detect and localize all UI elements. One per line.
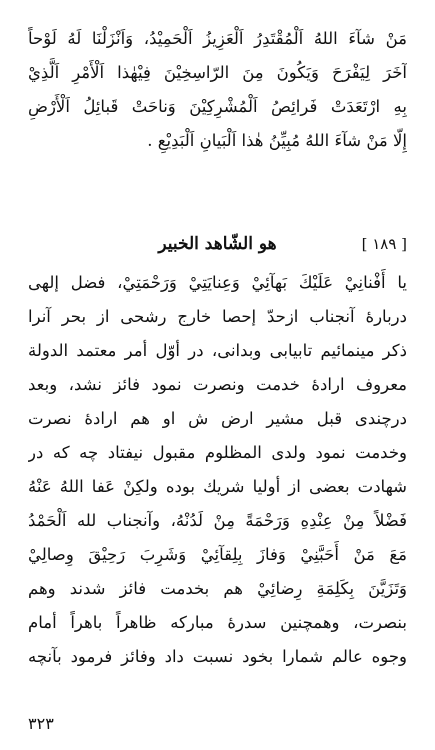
text-line: مَنْ شآءَ اللهُ اَلْمُقْتَدِرُ اَلْعَزِيزُ اَلْحَمِيْدُ، وَاَنْزَلْنَا لَهُ لَوْحاً <box>28 29 407 48</box>
text-line: ذكر مينمائيم تابيابى وبدانى، در أوّل أمر معتمد الدولة <box>28 341 407 360</box>
text-line: درچندى قبل مشير ارض ش او هم ارادهٔ نصرت <box>28 409 407 428</box>
text-line: وَتَزَيَّنَ بِكَلِمَةِ رِضائِيْ هم بخدمت فائز شدند وهم <box>28 579 407 598</box>
text-line: دربارهٔ آنجناب ازحدّ إحصا خارج رشحى از بحر آنرا <box>28 307 407 326</box>
text-line: معروف ارادهٔ خدمت ونصرت نمود فائز نشد، وبعد <box>28 375 407 394</box>
page-number: ٣٢٣ <box>28 714 54 733</box>
text-line: مَعَ مَنْ أَحَبَّنِيْ وَفازَ بِلِقآئِيْ وَشَرِبَ رَحِيْقَ وِصالِيْ <box>28 545 407 564</box>
text-line: إِلّا مَنْ شآءَ اللهُ مُبِيِّنُ هٰذا اَلْبَيانِ اَلْبَدِيْعِ . <box>147 131 407 150</box>
text-line: آخَرَ لِيَفْرَحَ وَيَكُونَ مِنَ الرّاسِخِيْنَ فِيْهٰذا اَلْأَمْرِ اَلَّذِيْ <box>28 63 407 82</box>
text-line: وخدمت نمود ولدى المظلوم مقبول نيفتاد چه كه در <box>28 443 407 462</box>
section-number: [ ١٨٩ ] <box>361 235 407 253</box>
text-line: وجوه عالم شمارا بخود نسبت داد وفائز فرمود بآنچه <box>28 647 407 666</box>
text-line: فَضْلاً مِنْ عِنْدِهِ وَرَحْمَةً مِنْ لَدُنْهُ، وآنجناب لله اَلْحَمْدُ <box>28 511 407 530</box>
top-paragraph <box>28 22 407 158</box>
text-line: بنصرت، وهمچنين سدرهٔ مباركه ظاهراً باهراً أمام <box>28 613 407 632</box>
text-line: يا أَفْنانِيْ عَلَيْكَ بَهآئِيْ وَعِنايَتِيْ وَرَحْمَتِيْ، فضل إلهى <box>28 273 407 292</box>
main-paragraph <box>28 266 407 674</box>
text-line: شهادت بعضى از أوليا شريك بوده ولكِنْ عَفا اللهُ عَنْهُ <box>28 477 407 496</box>
section-title: هو الشّاهد الخبير <box>158 234 277 254</box>
section-heading <box>28 232 407 256</box>
text-line: بِهِ ارْتَعَدَتْ فَرائِصُ اَلْمُشْرِكِيْنَ وَناحَتْ قَبائِلُ اَلْأَرْضِ <box>28 97 407 116</box>
